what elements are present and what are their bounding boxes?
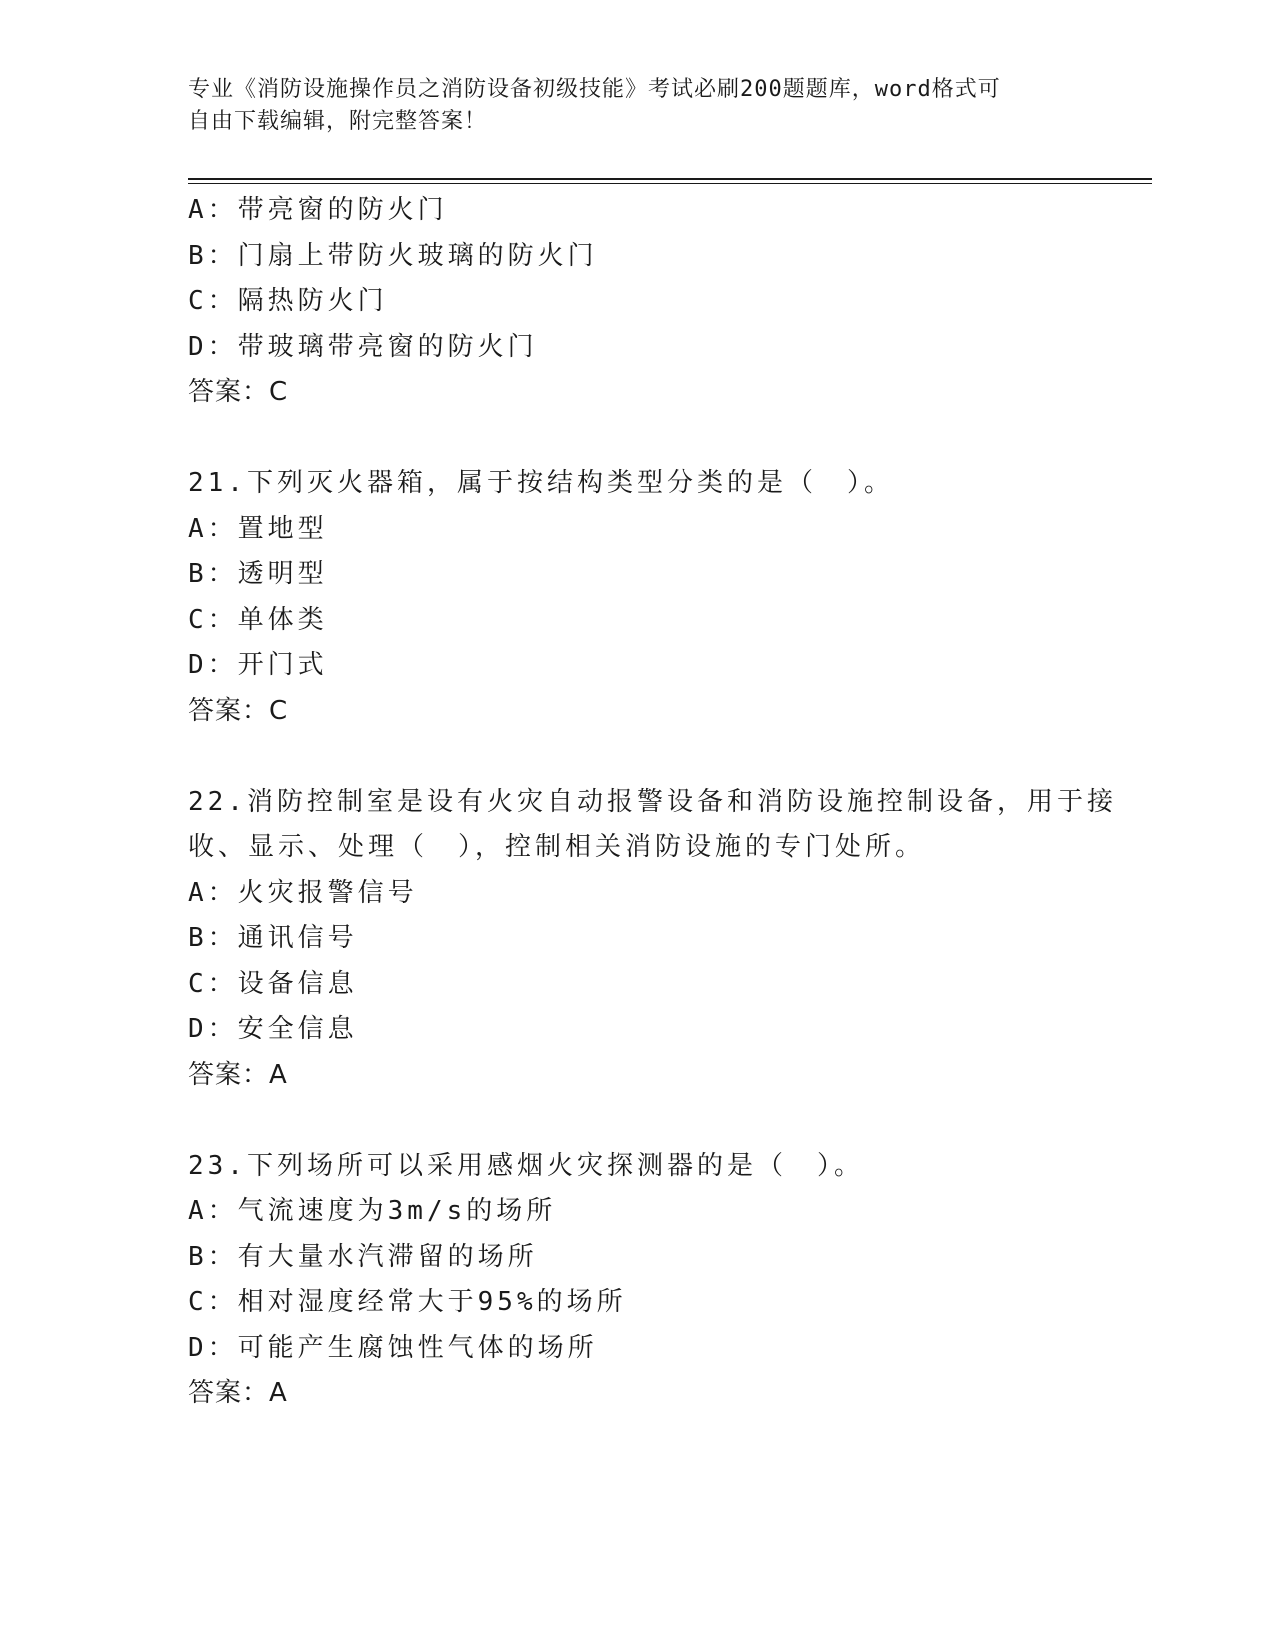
document-header [188,74,1068,138]
question-text: 22.消防控制室是设有火灾自动报警设备和消防设施控制设备，用于接 [188,786,1117,817]
question-block [188,188,1088,416]
option-d: D：可能产生腐蚀性气体的场所 [188,1332,598,1363]
answer-line: 答案：A [188,1378,288,1408]
option-b: B：通讯信号 [188,923,358,953]
question-text: 21.下列灭火器箱，属于按结构类型分类的是（ ）。 [188,468,894,498]
option-c: C：相对湿度经常大于95%的场所 [188,1287,627,1317]
question-block [188,461,1088,734]
block-spacer [188,734,1088,780]
answer-line: 答案：A [188,1059,288,1090]
block-spacer [188,416,1088,462]
option-c: C：设备信息 [188,968,358,999]
header-divider [188,178,1152,184]
option-a: A：气流速度为3m/s的场所 [188,1196,557,1226]
question-block [188,780,1117,1099]
option-c: C：单体类 [188,604,328,635]
header-line-2: 自由下载编辑，附完整答案！ [188,109,488,134]
option-a: A：火灾报警信号 [188,877,418,908]
option-b: B：透明型 [188,559,328,589]
answer-line: 答案：C [188,377,289,407]
question-block [188,1144,1088,1417]
header-line-1: 专业《消防设施操作员之消防设备初级技能》考试必刷200题题库，word格式可 [188,77,1001,102]
option-c: C：隔热防火门 [188,286,388,316]
option-d: D：安全信息 [188,1014,358,1044]
block-spacer [188,1098,1088,1144]
option-b: B：门扇上带防火玻璃的防火门 [188,240,598,271]
question-text-continued: 收、显示、处理（ ），控制相关消防设施的专门处所。 [188,832,926,862]
option-d: D：带玻璃带亮窗的防火门 [188,331,538,362]
option-d: D：开门式 [188,650,328,680]
option-b: B：有大量水汽滞留的场所 [188,1241,538,1272]
question-text: 23.下列场所可以采用感烟火灾探测器的是（ ）。 [188,1150,864,1181]
option-a: A：置地型 [188,513,328,544]
option-a: A：带亮窗的防火门 [188,195,448,225]
question-list [188,188,1117,1417]
answer-line: 答案：C [188,695,289,726]
